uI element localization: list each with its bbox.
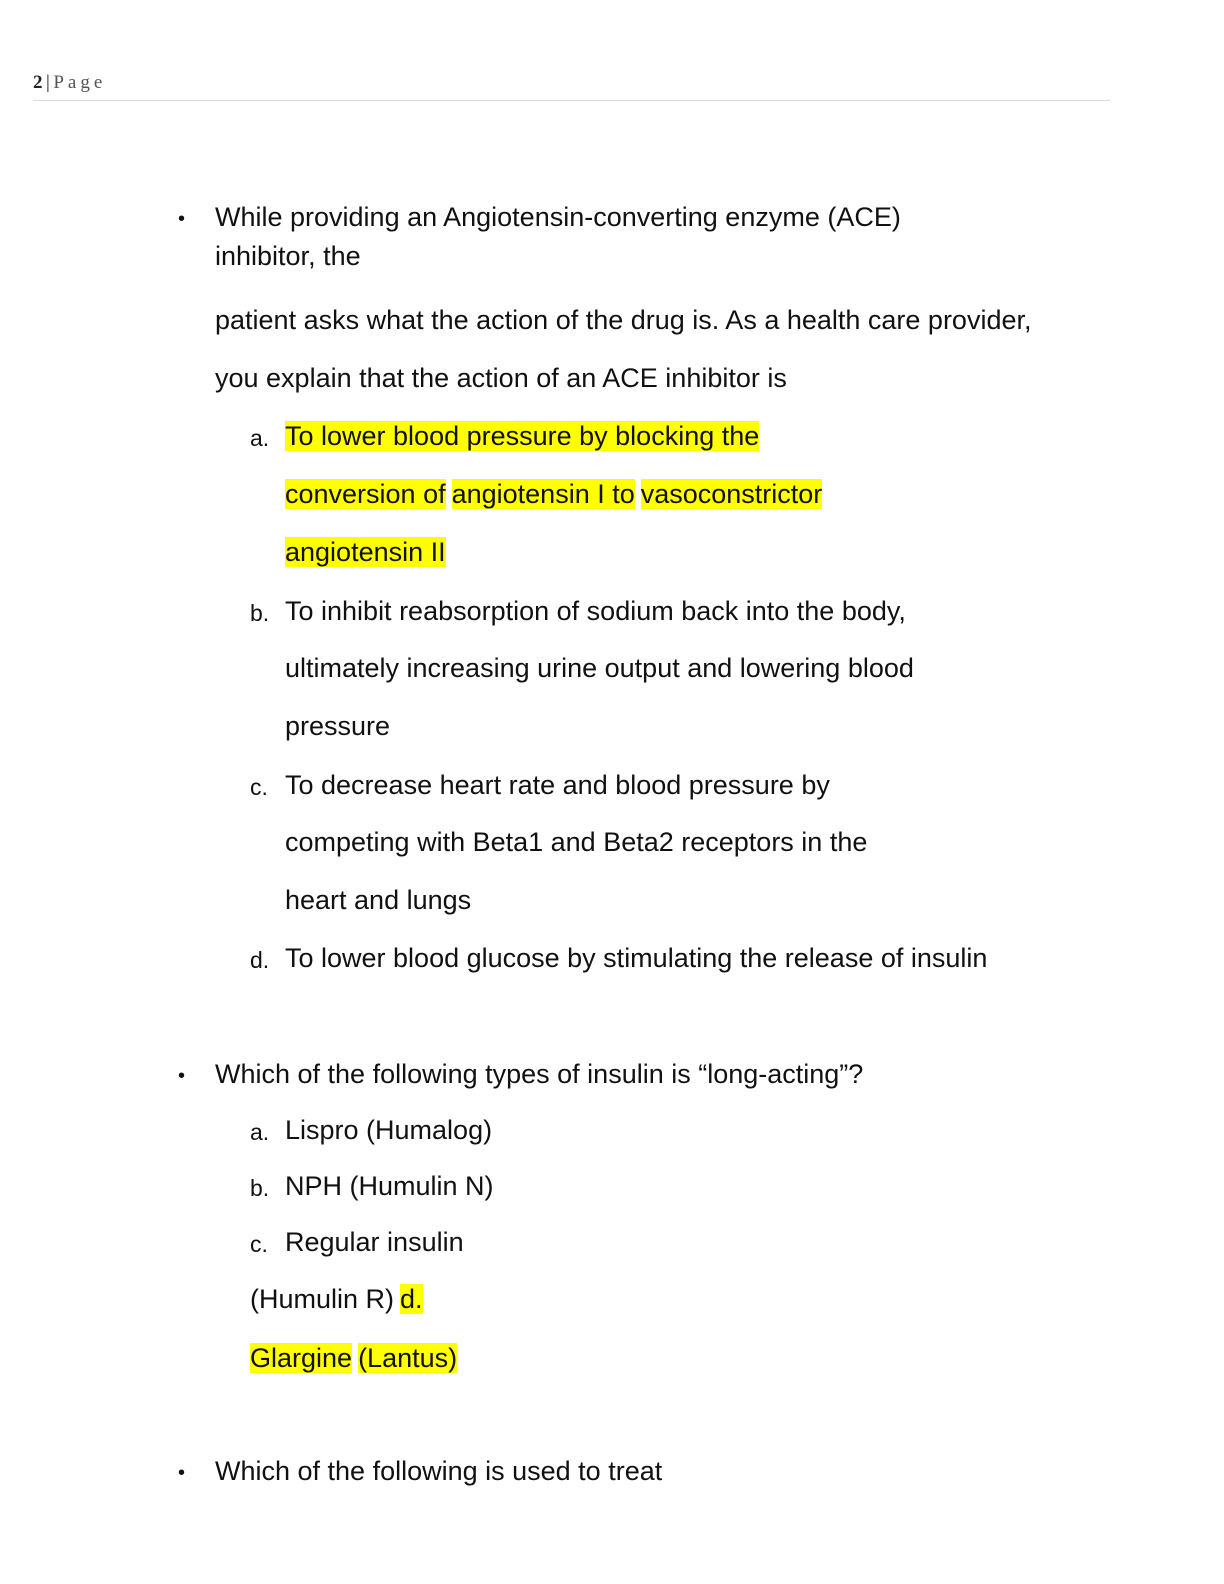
q1-option-b-line2: ultimately increasing urine output and lowering blood: [285, 653, 914, 683]
q1-bullet: •: [178, 208, 186, 230]
q1-option-a-line3: [285, 535, 446, 569]
page-word: Page: [53, 72, 107, 93]
q1-option-b-line1: To inhibit reabsorption of sodium back into the body,: [285, 596, 906, 626]
highlight: conversion of: [285, 479, 446, 509]
q1-option-c-line3: heart and lungs: [285, 885, 472, 915]
q2-stem: Which of the following types of insulin is “long-acting”?: [215, 1059, 864, 1089]
highlight: (Lantus): [358, 1343, 458, 1373]
q1-option-c-line2: competing with Beta1 and Beta2 receptors in the: [285, 827, 868, 857]
q1-stem-line3: patient asks what the action of the drug is. As a health care provider,: [215, 305, 1032, 335]
q2-option-a-text: Lispro (Humalog): [285, 1115, 493, 1145]
q2-option-b-label: b.: [250, 1175, 270, 1201]
header-separator: |: [46, 72, 51, 93]
highlight: d.: [400, 1284, 423, 1314]
q2-option-c-label: c.: [250, 1231, 268, 1257]
q3-bullet: •: [178, 1462, 186, 1484]
page-header: [33, 72, 106, 94]
q1-stem-line4: you explain that the action of an ACE inhibitor is: [215, 363, 787, 393]
highlight: vasoconstrictor: [640, 479, 823, 509]
q1-option-b-label: b.: [250, 600, 270, 626]
highlight: angiotensin II: [285, 537, 446, 567]
q1-stem-line1: While providing an Angiotensin-converting enzyme (ACE): [215, 202, 901, 232]
q1-option-d-line1: To lower blood glucose by stimulating the release of insulin: [285, 943, 988, 973]
q2-option-c-text: Regular insulin: [285, 1227, 464, 1257]
header-rule: [33, 100, 1110, 101]
q2-option-c-continued: [250, 1282, 423, 1316]
q1-option-b-line3: pressure: [285, 711, 391, 741]
q2-option-b-text: NPH (Humulin N): [285, 1171, 494, 1201]
q2-option-d-line: [250, 1341, 457, 1375]
q1-option-d-label: d.: [250, 947, 270, 973]
page-number: 2: [33, 72, 43, 93]
q1-option-a-line1: [285, 419, 759, 453]
q1-option-c-line1: To decrease heart rate and blood pressure by: [285, 770, 830, 800]
q1-stem-line2: inhibitor, the: [215, 241, 361, 271]
q2-bullet: •: [178, 1065, 186, 1087]
highlight: To lower blood pressure by blocking the: [285, 421, 760, 451]
q1-option-a-label: a.: [250, 425, 270, 451]
highlight: angiotensin I to: [451, 479, 635, 509]
q1-option-a-line2: [285, 477, 822, 511]
q1-option-c-label: c.: [250, 774, 268, 800]
q2-option-c-cont-text: (Humulin R): [250, 1284, 395, 1314]
q2-option-a-label: a.: [250, 1119, 270, 1145]
q3-stem: Which of the following is used to treat: [215, 1456, 663, 1486]
highlight: Glargine: [250, 1343, 353, 1373]
